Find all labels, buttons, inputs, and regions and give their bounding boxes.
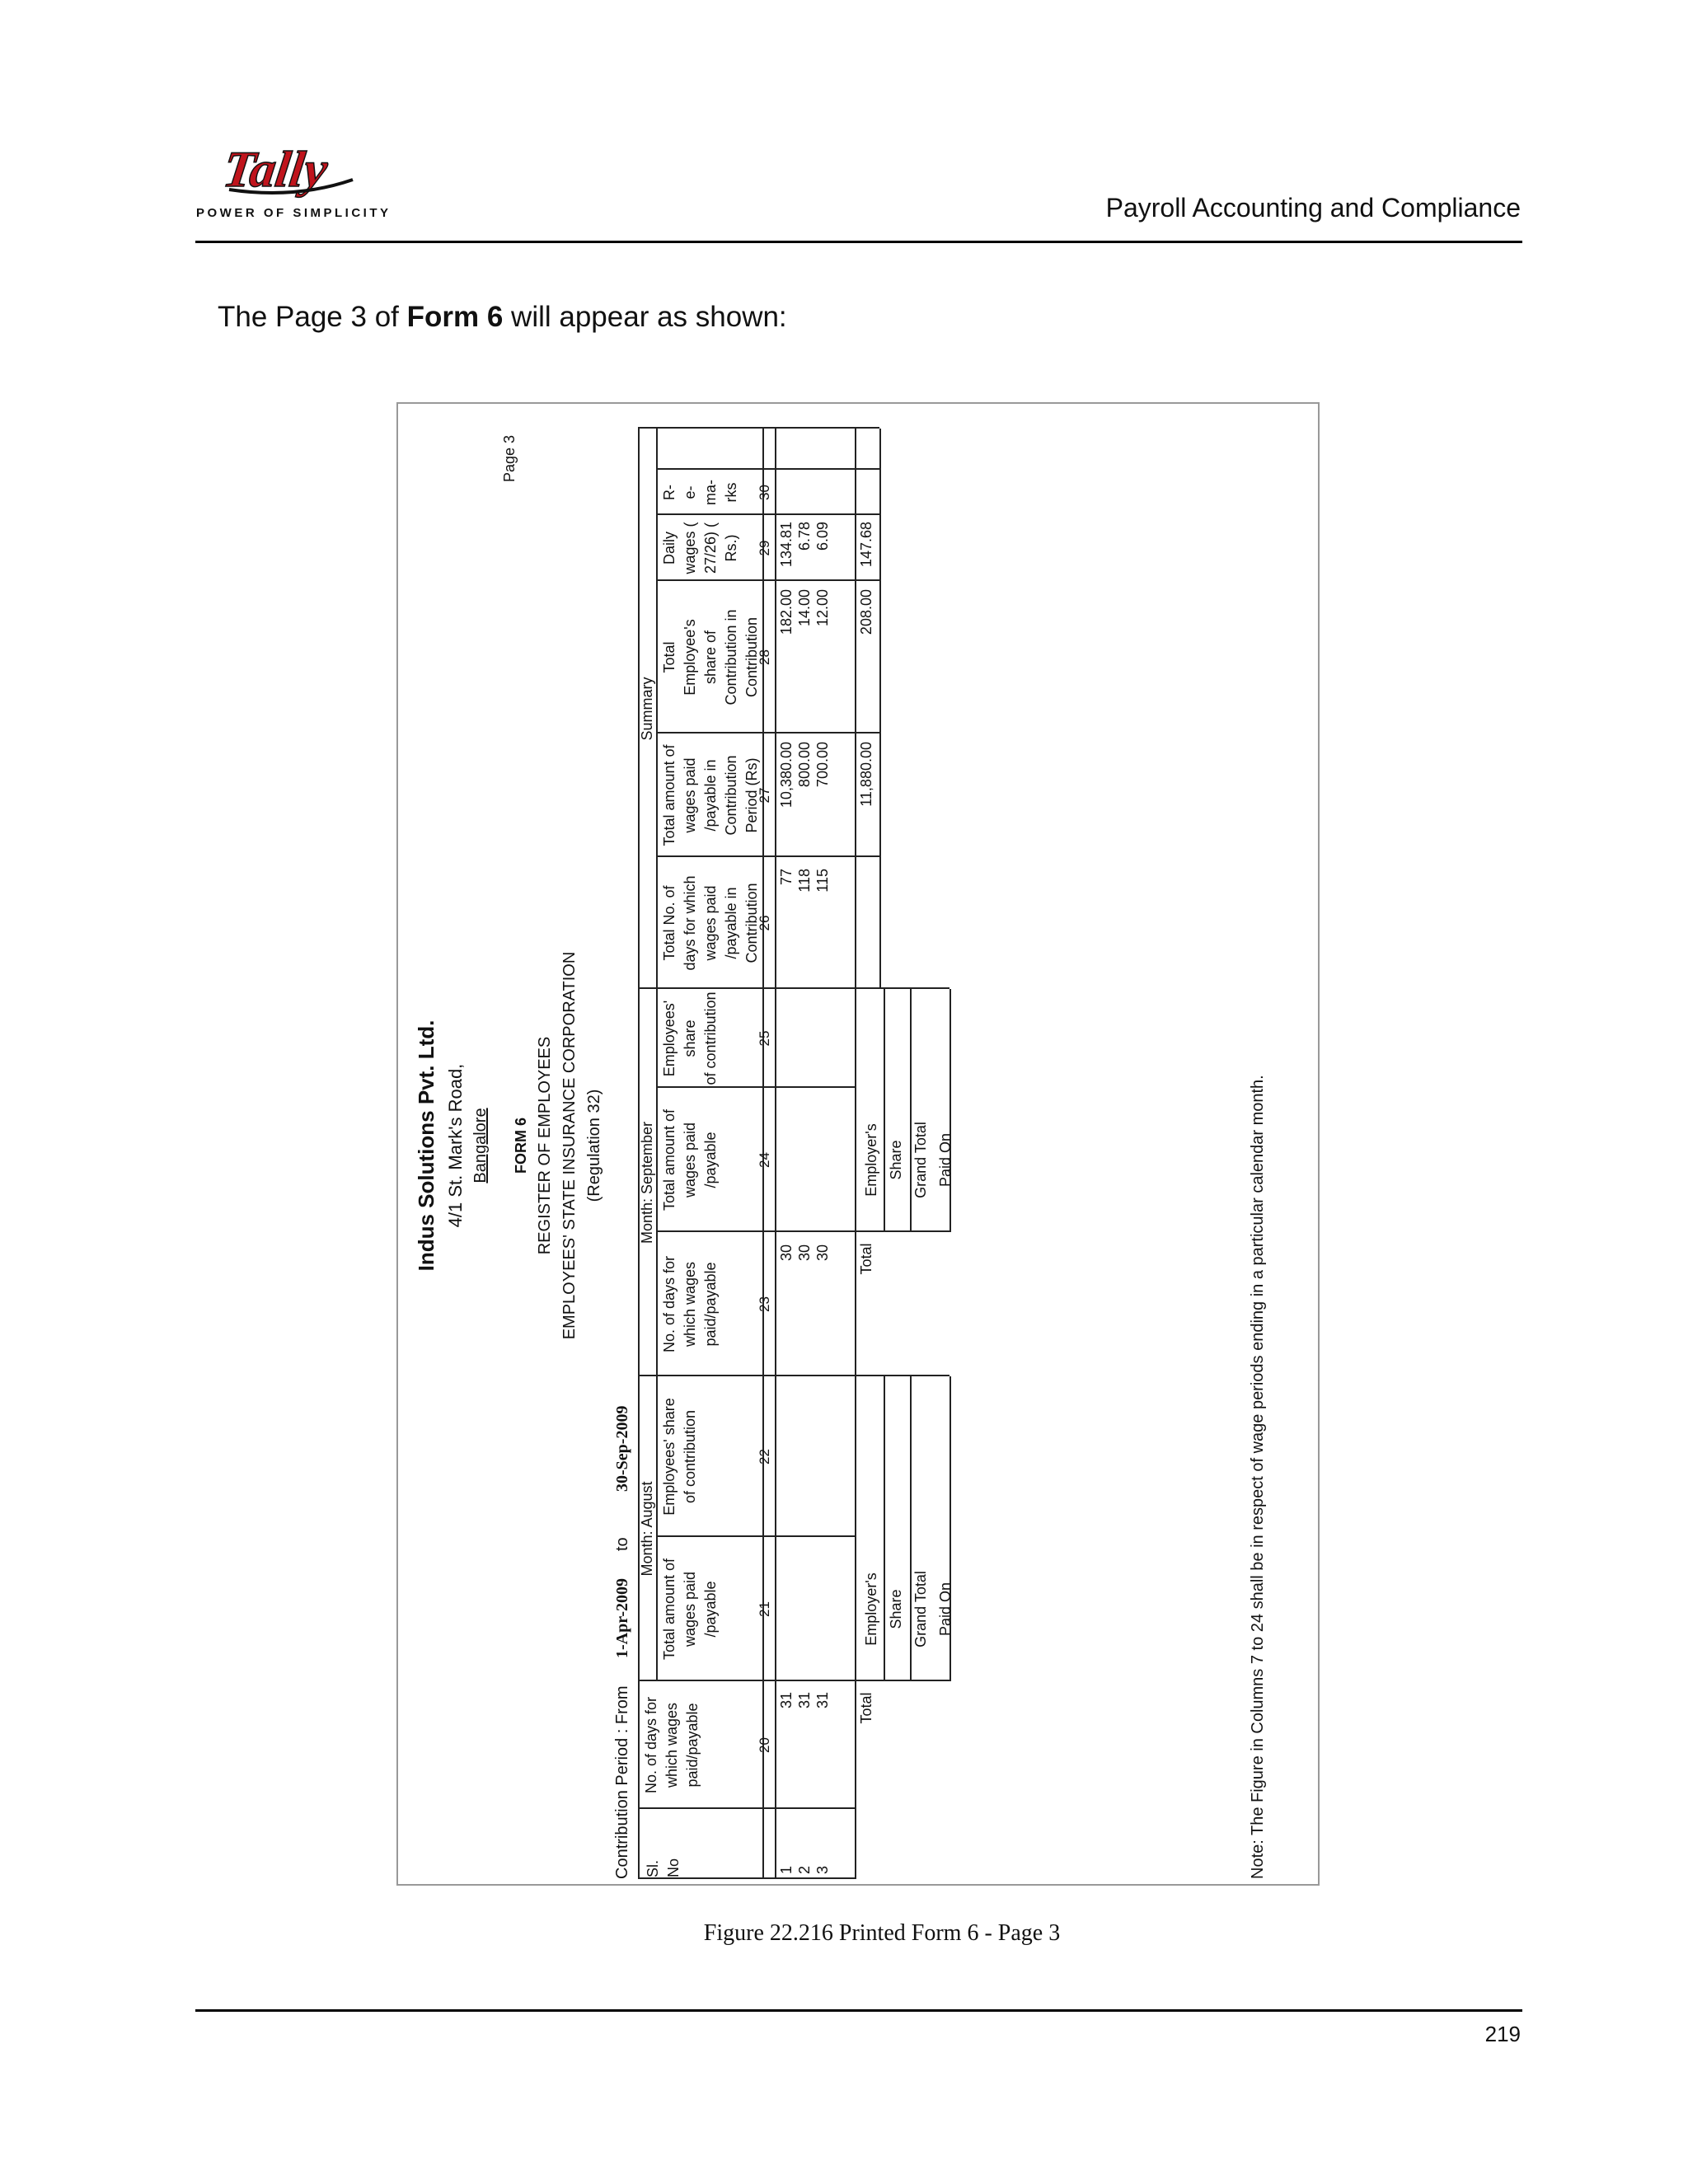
form-note: Note: The Figure in Columns 7 to 24 shall be in respect of wage periods ending in a particular calendar month.: [1249, 1075, 1267, 1879]
col-number: 29: [757, 540, 772, 556]
header-aug-wages: Total amount of wages paid /payable: [661, 1558, 719, 1661]
col-number: 20: [757, 1737, 772, 1753]
header-sep-share: Employees' share of contribution: [661, 991, 719, 1085]
col-number: 23: [757, 1296, 772, 1312]
group-summary: Summary: [639, 677, 655, 741]
intro-text: The Page 3 of Form 6 will appear as shown:: [218, 301, 787, 333]
group-august: Month: August: [639, 1481, 655, 1577]
col-number: 21: [757, 1601, 772, 1617]
aug-sub-labels: Employer's Share Grand Total Paid On: [863, 1571, 954, 1647]
period-from: 1-Apr-2009: [613, 1577, 631, 1658]
period-label: Contribution Period : From: [613, 1685, 631, 1879]
header-total-share: Total Employee's share of Contribution in Contribution: [661, 609, 760, 705]
header-sep-days: No. of days for which wages paid/payable: [661, 1255, 719, 1353]
header-remarks: R- e- ma- rks: [661, 480, 739, 505]
regulation: (Regulation 32): [585, 1089, 603, 1202]
header-total-wages: Total amount of wages paid /payable in Contribution Period (Rs): [661, 744, 760, 846]
header-daily-wages: Daily wages ( 27/26) ( Rs.): [661, 522, 739, 574]
sep-sub-labels: Employer's Share Grand Total Paid On: [863, 1122, 954, 1198]
total-label-august: Total: [858, 1692, 874, 1724]
company-name: Indus Solutions Pvt. Ltd.: [414, 1019, 438, 1272]
col-number: 24: [757, 1152, 772, 1168]
corporation-title: EMPLOYEES' STATE INSURANCE CORPORATION: [560, 951, 579, 1340]
header-sep-wages: Total amount of wages paid /payable: [661, 1108, 719, 1212]
col-number: 22: [757, 1449, 772, 1465]
group-september: Month: September: [639, 1121, 655, 1244]
intro-bold: Form 6: [406, 301, 504, 333]
address-line-2: Bangalore: [471, 1108, 490, 1183]
period-to: 30-Sep-2009: [613, 1405, 631, 1492]
footer-rule: [195, 2009, 1522, 2012]
logo-text: Tally: [219, 141, 331, 198]
total-label-september: Total: [858, 1243, 874, 1275]
page-label: Page 3: [501, 434, 518, 482]
col-number: 28: [757, 649, 772, 665]
col-number: 27: [757, 787, 772, 804]
page-number: 219: [1484, 2022, 1521, 2046]
register-title: REGISTER OF EMPLOYEES: [536, 1036, 554, 1255]
col-number: 26: [757, 915, 772, 931]
header-aug-share: Employees' share of contribution: [661, 1398, 698, 1516]
header-rule: [195, 241, 1522, 243]
header-total-days: Total No. of days for which wages paid /payable in Contribution: [661, 875, 760, 971]
period-to-label: to: [613, 1537, 631, 1551]
col-number: 25: [757, 1030, 772, 1047]
logo-tagline: POWER OF SIMPLICITY: [196, 206, 392, 220]
header-title: Payroll Accounting and Compliance: [1105, 193, 1521, 223]
address-line-1: 4/1 St. Mark's Road,: [445, 1063, 466, 1228]
figure-caption: Figure 22.216 Printed Form 6 - Page 3: [703, 1920, 1061, 1946]
header-slno: Sl. No: [645, 1858, 682, 1877]
form-6-page: Page 3 Indus Solutions Pvt. Ltd. 4/1 St. Mark's Road, Bangalore FORM 6 REGISTER OF EMPLOYEES EMPLOYEES' STATE INSURANCE CORPORATION (Regulation 32) Contribution Period : From 1-Apr-2009 to 30-Sep-2009 Month: August Month: September Summary Sl. No No. of days for which wages paid/payable Total amount of wages paid /payable Employees' share of contribution No. of days for which wages paid/payable Total amount of wages paid /payable Employees' share of contribution Total No. of days for which wages paid /payable in Contribution Total amount of wages paid /payable in Contribution Period (Rs) Total Employee's share of Contribution in Contribution Daily wages ( 27/26) ( Rs.) R- e- ma- rks 20 21 22 23 24 25 26 27 28 29 30 1 31 30 77 10,380.00 182.00 134.81 2 31 30 118 800.00 14.00 6.78 3 31 30 115 700.00 12.00 6.09 Total Total 11,880.00 208.00 147.68 Employer's Share Grand Total Paid On Employer's Share Grand Total Paid On Note: The Figure in Columns 7 to 24 shall be in respect of wage periods ending in a particular calendar month.: [404, 412, 1319, 1879]
col-number: 30: [757, 485, 772, 500]
form-title: FORM 6: [513, 1118, 529, 1174]
header-aug-days: No. of days for which wages paid/payable: [643, 1696, 701, 1794]
